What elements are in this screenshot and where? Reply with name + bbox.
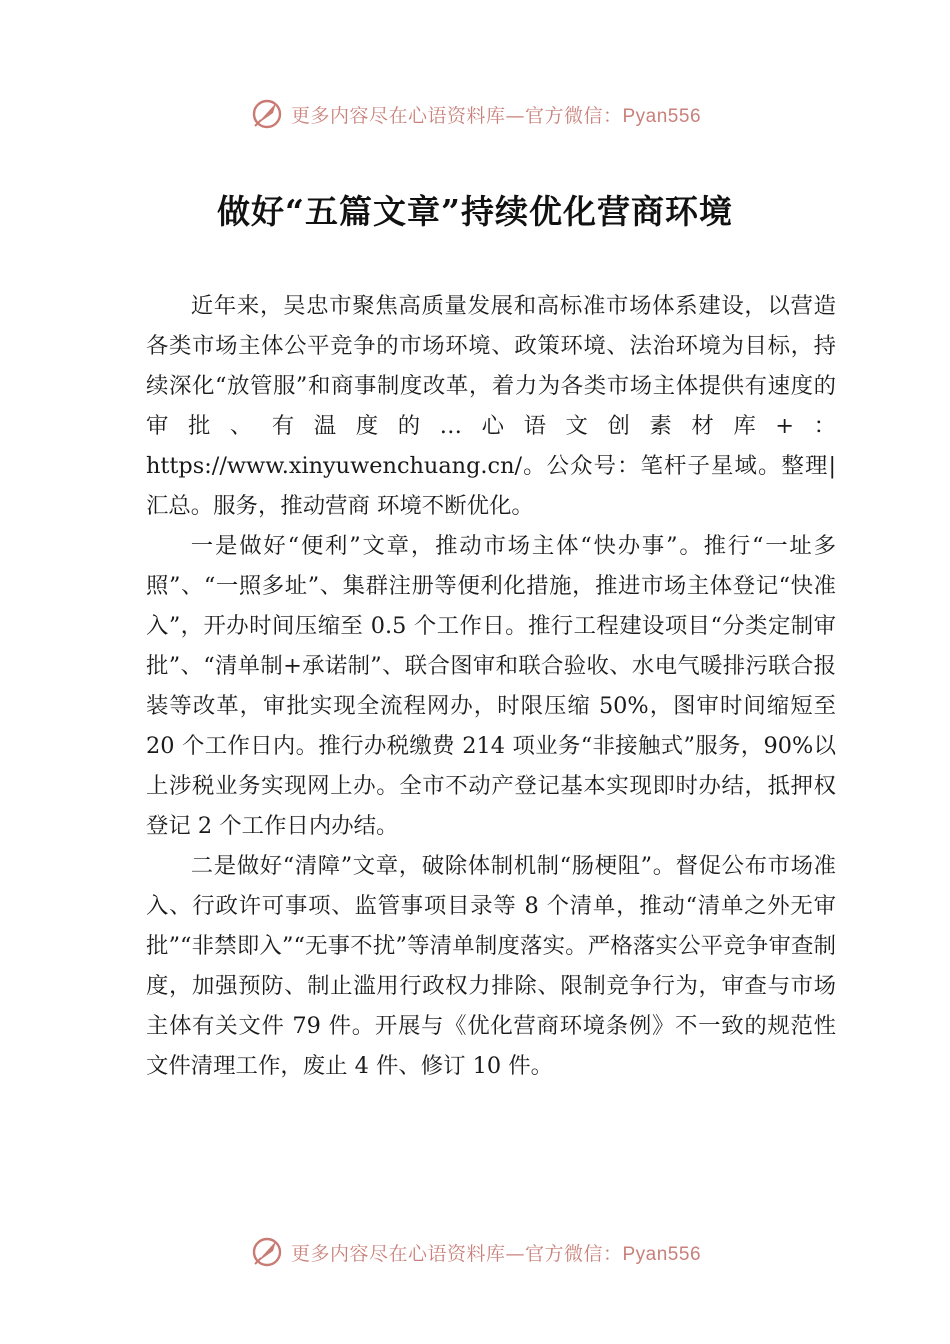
quill-logo-icon xyxy=(249,96,285,132)
header-watermark xyxy=(0,94,950,134)
watermark-text: 更多内容尽在心语资料库—官方微信：Pyan556 xyxy=(290,1242,702,1265)
document-title: 做好“五篇文章”持续优化营商环境 xyxy=(217,192,733,231)
paragraph-intro: 近年来，吴忠市聚焦高质量发展和高标准市场体系建设，以营造各类市场主体公平竞争的市场环境、政策环境、法治环境为目标，持续深化“放管服”和商事制度改革，着力为各类市场主体提供有速度的审批、有温度的…心语文创素材库+：https://www.xinyuwenchuang.cn/。公众号：笔杆子星域。整理|汇总。服务，推动营商 环境不断优化。 xyxy=(146,293,836,519)
footer-watermark xyxy=(0,1232,950,1272)
quill-logo-icon xyxy=(249,1234,285,1270)
document-body xyxy=(146,286,836,1086)
watermark-handle: Pyan556 xyxy=(622,105,702,127)
watermark-handle: Pyan556 xyxy=(622,1243,702,1265)
paragraph-convenience: 一是做好“便利”文章，推动市场主体“快办事”。推行“一址多照”、“一照多址”、集群注册等便利化措施，推进市场主体登记“快准入”，开办时间压缩至 0.5 个工作日。推行工程建设项目“分类定制审批”、“清单制+承诺制”、联合图审和联合验收、水电气暖排污联合报装等改革，审批实现全流程网办，时限压缩 50%，图审时间缩短至 20 个工作日内。推行办税缴费 214 项业务“非接触式”服务，90%以上涉税业务实现网上办。全市不动产登记基本实现即时办结，抵押权登记 2 个工作日内办结。 xyxy=(146,533,836,839)
paragraph-barrier-removal: 二是做好“清障”文章，破除体制机制“肠梗阻”。督促公布市场准入、行政许可事项、监管事项目录等 8 个清单，推动“清单之外无审批”“非禁即入”“无事不扰”等清单制度落实。严格落实公平竞争审查制度，加强预防、制止滥用行政权力排除、限制竞争行为，审查与市场主体有关文件 79 件。开展与《优化营商环境条例》不一致的规范性文件清理工作，废止 4 件、修订 10 件。 xyxy=(146,853,836,1079)
watermark-text: 更多内容尽在心语资料库—官方微信：Pyan556 xyxy=(290,104,702,127)
